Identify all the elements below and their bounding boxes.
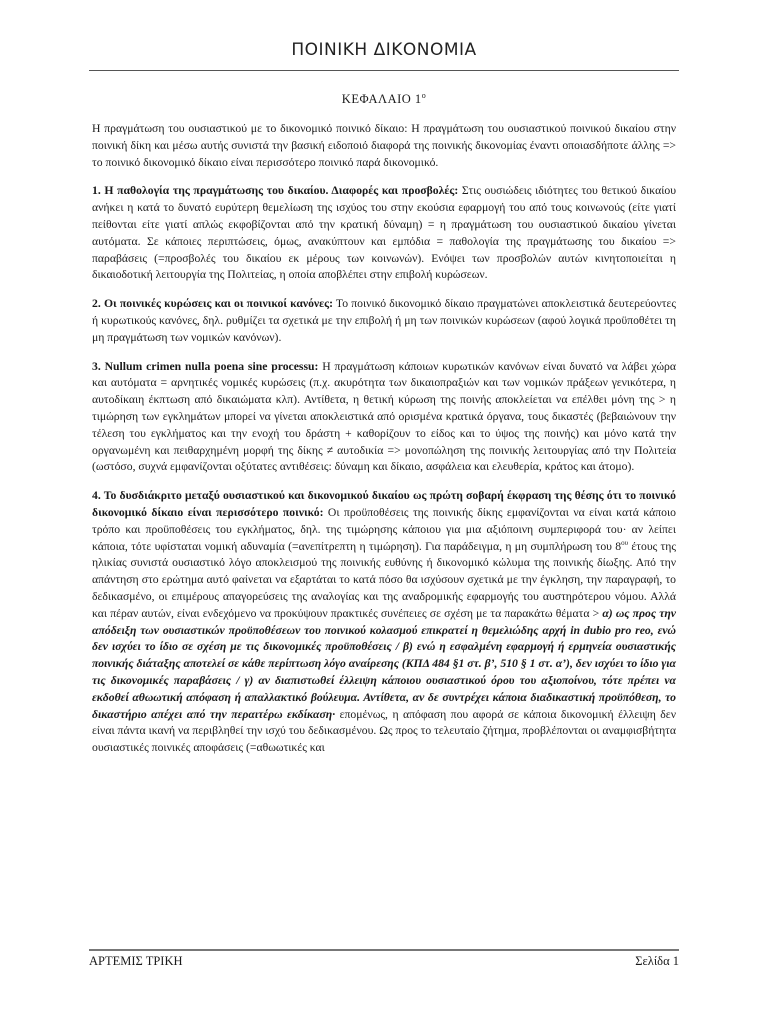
document-body <box>92 121 676 769</box>
section-4-sup: ου <box>621 538 629 547</box>
page-header <box>89 40 679 71</box>
paragraph-1 <box>92 183 676 284</box>
chapter-heading <box>0 92 768 107</box>
section-1-text: Στις ουσιώδεις ιδιότητες του θετικού δικαίου ανήκει η κατά το δυνατό ευρύτερη θεμελίωση της ισχύος του στην εκούσια εφαρμογή του από τους κοινωνούς (είτε γιατί πείθονται είτε γιατί απλώς εκφοβίζονται από την κρατική δύναμη) = η πραγμάτωση του ουσιαστικού δικαίου γίνεται αυτόματα. Σε κάποιες περιπτώσεις, όμως, ανακύπτουν και εμπόδια = παθολογία της πραγμάτωσης του δικαίου => παραβάσεις (=προσβολές του δικαίου εκ μέρους των κοινωνών). Ενόψει των προσβολών αυτών κινητοποιείται η δικαιοδοτική λειτουργία της Πολιτείας, η οποία αποβλέπει στην επιβολή κυρώσεων. <box>92 184 676 282</box>
footer-page-number: Σελίδα 1 <box>635 954 679 968</box>
paragraph-3 <box>92 359 676 477</box>
chapter-label: ΚΕΦΑΛΑΙΟ 1 <box>341 92 422 106</box>
chapter-sup: ο <box>421 90 427 100</box>
page-footer <box>89 949 679 969</box>
footer-author: ΑΡΤΕΜΙΣ ΤΡΙΚΗ <box>89 954 183 968</box>
section-2-text: Το ποινικό δικονομικό δίκαιο πραγματώνει αποκλειστικά δευτερεύοντες ή κυρωτικούς κανόνες, δηλ. ρυθμίζει τα σχετικά με την επιβολή ή μη των ποινικών κυρώσεων (αφού λογικά προϋποθέτει τη μη πραγμάτωση των νομικών κανόνων). <box>92 297 676 344</box>
section-1-heading: 1. Η παθολογία της πραγμάτωσης του δικαίου. Διαφορές και προσβολές: <box>92 184 459 198</box>
section-3-text: Η πραγμάτωση κάποιων κυρωτικών κανόνων είναι δυνατό να λάβει χώρα και αυτόματα = αρνητικές νομικές κυρώσεις (π.χ. ακυρότητα των δικαιοπραξιών και των νομικών πράξεων γενικότερα, η αυτοδίκαιη έκπτωση από δικαιώματα κλπ). Αντίθετα, η θετική κύρωση της ποινής αποκλείεται να επέλθει μόνη της > η τιμώρηση των εγκλημάτων μπορεί να γίνεται αποκλειστικά από ορισμένα κρατικά όργανα, τους δικαστές (βεβαιώνουν την τέλεση του εγκλήματος και την ενοχή του δράστη + καθορίζουν το είδος και το ύψος της ποινής) και μόνο κατά την οργανωμένη και πειθαρχημένη μορφή της δίκης ≠ αυτοδικία => μονοπώληση της ποινικής λειτουργίας από την Πολιτεία (ωστόσο, συχνά εμφανίζονται οξύτατες αντιθέσεις: δύναμη και δίκαιο, ασφάλεια και ελευθερία, κράτος και άτομο). <box>92 359 676 474</box>
section-4-emphasis: α) ως προς την απόδειξη των ουσιαστικών προϋποθέσεων του ποινικού κολασμού επικρατεί η θεμελιώδης αρχή in dubio pro reo, ενώ δεν ισχύει το ίδιο σε σχέση με τις δικονομικές προϋποθέσεις / β) ενώ η εσφαλμένη εφαρμογή ή ερμηνεία ουσιαστικής ποινικής διάταξης αποτελεί σε κάθε περίπτωση λόγο αναίρεσης (ΚΠΔ 484 §1 στ. β’, 510 § 1 στ. α’), δεν ισχύει το ίδιο για τις δικονομικές παραβάσεις / γ) αν διαπιστωθεί έλλειψη κάποιου ουσιαστικού όρου του αξιοποίνου, τότε πρέπει να εκδοθεί αθωωτική απόφαση ή απαλλακτικό βούλευμα. Αντίθετα, αν δε συντρέχει κάποια διαδικαστική προϋπόθεση, το δικαστήριο απέχει από την περαιτέρω εκδίκαση· <box>92 606 676 721</box>
header-title: ΠΟΙΝΙΚΗ ΔΙΚΟΝΟΜΙΑ <box>291 40 477 60</box>
section-4-text-c: επομένως, η απόφαση που αφορά σε κάποια δικονομική έλλειψη δεν είναι πάντα ικανή να περιβληθεί την ισχύ του δεδικασμένου. Ως προς το τελευταίο ζήτημα, προβλέπονται οι αναμφισβήτητα ουσιαστικές ποινικές αποφάσεις (=αθωωτικές και <box>92 707 676 755</box>
intro-text: Η πραγμάτωση του ουσιαστικού με το δικονομικό ποινικό δίκαιο: Η πραγμάτωση του ουσιαστικού ποινικού δικαίου στην ποινική δίκη και μέσω αυτής συνιστά την βασική ειδοποιό διαφορά της ποινικής δικονομίας έναντι οποιασδήποτε άλλης => το ποινικό δικονομικό δίκαιο είναι περισσότερο ποινικό παρά δικονομικό. <box>92 122 676 169</box>
section-3-heading: 3. Nullum crimen nulla poena sine processu: <box>92 359 319 373</box>
paragraph-intro <box>92 121 676 171</box>
section-4-heading: 4. Το δυσδιάκριτο μεταξύ ουσιαστικού και δικονομικού δικαίου ως πρώτη σοβαρή έκφραση της θέσης ότι το ποινικό δικονομικό δίκαιο είναι περισσότερο ποινικό: <box>92 489 676 519</box>
section-2-heading: 2. Οι ποινικές κυρώσεις και οι ποινικοί κανόνες: <box>92 297 333 311</box>
section-4-text-b: έτους της ηλικίας συνιστά ουσιαστικό λόγο αποκλεισμού της ποινικής ευθύνης ή δικονομικό κώλυμα της ποινικής δίωξης. Από την απάντηση στο ερώτημα αυτό φαίνεται να εξαρτάται το κατά πόσο θα ισχύσουν σχετικά με την έγκληση, την παραγραφή, το δεδικασμένο, οι επιμέρους απαγορεύσεις της αναλογίας και της αναδρομικής εφαρμογής του αυστηρότερου νόμου. Αλλά και πέραν αυτών, είναι ενδεχόμενο να προκύψουν πρακτικές συνέπειες σε σχέση με τα παρακάτω θέματα > <box>92 539 676 620</box>
paragraph-2 <box>92 296 676 346</box>
section-4-text-a: Οι προϋποθέσεις της ποινικής δίκης εμφανίζονται να είναι κατά κάποιο τρόπο και προϋποθέσεις του εγκλήματος, δηλ. της τιμώρησης κάποιου για μια αξιόποινη συμπεριφορά του· αν λείπει κάποια, τότε υφίσταται νομική αδυναμία (=ανεπίτρεπτη η τιμώρηση). Για παράδειγμα, η μη συμπλήρωση του 8 <box>92 505 676 553</box>
paragraph-4 <box>92 488 676 757</box>
